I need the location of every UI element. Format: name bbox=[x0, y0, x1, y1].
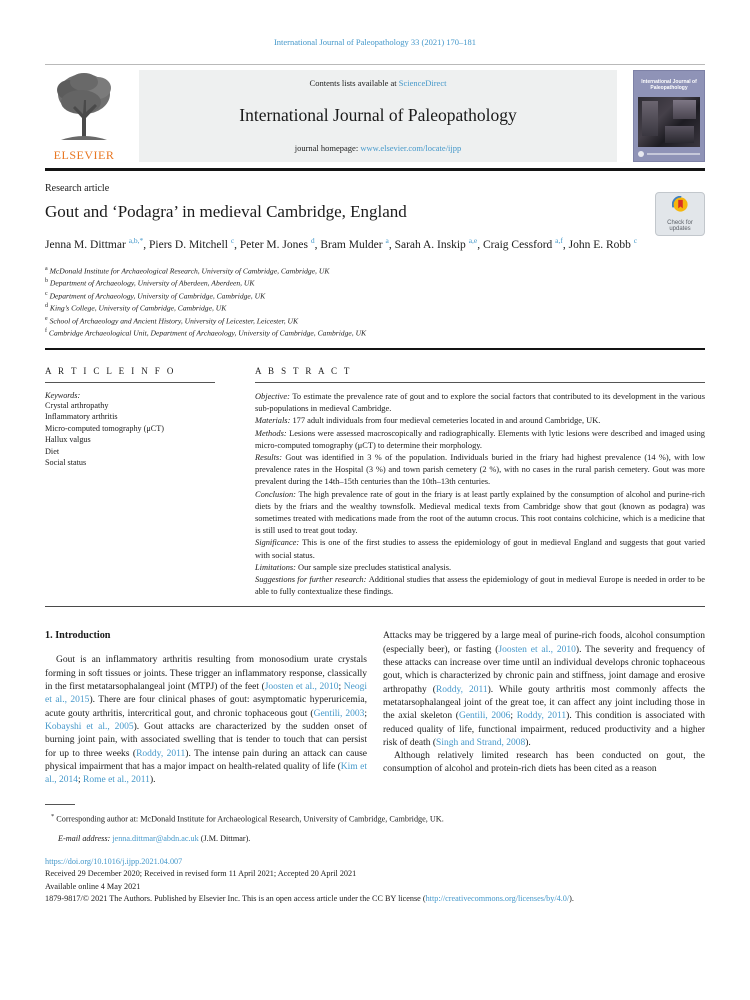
journal-title: International Journal of Paleopathology bbox=[239, 105, 517, 125]
author-name[interactable]: Sarah A. Inskip $^{a,e}$ bbox=[394, 236, 478, 251]
keyword-item: Hallux valgus bbox=[45, 435, 91, 445]
cover-title: International Journal of Paleopathology bbox=[641, 79, 697, 91]
available-online-line: Available online 4 May 2021 bbox=[45, 881, 141, 891]
section-heading-introduction: 1. Introduction bbox=[45, 630, 111, 642]
doi-link[interactable]: https://doi.org/10.1016/j.ijpp.2021.04.007 bbox=[45, 857, 183, 867]
citation-link[interactable]: Joosten et al., 2010 bbox=[264, 682, 339, 693]
abstract-entry: Significance: This is one of the first studies to assess the epidemiology of gout in medieval England and suggests that gout varied with social status. bbox=[255, 538, 706, 560]
author-name[interactable]: Jenna M. Dittmar $^{a,b,*}$ bbox=[45, 236, 144, 251]
article-info-header: A R T I C L E I N F O bbox=[45, 366, 176, 377]
copyright-line: 1879-9817/© 2021 The Authors. Published by Elsevier Inc. This is an open access article under the CC BY license (http://creativecommons.org/licenses/by/4.0/). bbox=[45, 894, 574, 904]
top-divider bbox=[45, 64, 705, 65]
author-name[interactable]: Peter M. Jones $^d$ bbox=[239, 236, 315, 251]
citation-link[interactable]: Singh and Strand, 2008 bbox=[436, 737, 526, 748]
citation-link[interactable]: Kobayshi et al., 2005 bbox=[45, 721, 134, 732]
citation-link[interactable]: Joosten et al., 2010 bbox=[498, 644, 576, 655]
keywords-list bbox=[45, 400, 215, 468]
footnote-block bbox=[45, 804, 705, 845]
article-info-column bbox=[45, 366, 215, 598]
journal-banner bbox=[45, 70, 705, 162]
citation-link[interactable]: Kim et al., 2014 bbox=[45, 761, 367, 786]
elsevier-tree-icon bbox=[51, 70, 117, 147]
abstract-entry: Suggestions for further research: Additional studies that assess the epidemiology of gout in medieval Europe is needed in order to be able to fully contextualize these findings. bbox=[255, 575, 705, 597]
abstract-bottom-rule bbox=[45, 606, 705, 607]
license-link[interactable]: http://creativecommons.org/licenses/by/4.0/ bbox=[425, 894, 570, 904]
affiliation-item: $^d$ King’s College, University of Cambridge, Cambridge, UK bbox=[45, 303, 227, 313]
affiliation-item: $^f$ Cambridge Archaeological Unit, Department of Archaeology, University of Cambridge, Cambridge, UK bbox=[45, 328, 367, 339]
article-info-rule bbox=[45, 382, 215, 383]
email-link[interactable]: jenna.dittmar@abdn.ac.uk bbox=[112, 833, 199, 843]
received-line: Received 29 December 2020; Received in revised form 11 April 2021; Accepted 20 April 2021 bbox=[45, 869, 357, 879]
abstract-body bbox=[255, 391, 705, 598]
affiliation-item: $^e$ School of Archaeology and Ancient History, University of Leicester, Leicester, UK bbox=[45, 315, 299, 326]
keyword-item: Social status bbox=[45, 458, 87, 468]
citation-link[interactable]: Neogi et al., 2015 bbox=[45, 682, 367, 706]
keyword-item: Inflammatory arthritis bbox=[45, 412, 118, 422]
abstract-entry: Methods: Lesions were assessed macroscopically and radiographically. Elements with lytic lesions were described and imaged using micro-computed tomography (μCT) to determine their morphology. bbox=[255, 428, 705, 450]
citation-link[interactable]: Rome et al., 2011 bbox=[83, 775, 150, 786]
author-name[interactable]: John E. Robb $^c$ bbox=[568, 236, 638, 251]
keyword-item: Crystal arthropathy bbox=[45, 401, 109, 411]
check-for-updates-label: Check for updates bbox=[667, 219, 693, 232]
header-rule bbox=[45, 168, 705, 171]
banner-center bbox=[139, 70, 617, 162]
abstract-entry: Materials: 177 adult individuals from four medieval cemeteries located in and around Cambridge, UK. bbox=[255, 416, 601, 426]
abstract-header: A B S T R A C T bbox=[255, 366, 352, 377]
footnote-rule bbox=[45, 804, 75, 805]
author-name[interactable]: Bram Mulder $^a$ bbox=[320, 236, 389, 251]
sciencedirect-link[interactable]: ScienceDirect bbox=[398, 78, 447, 88]
citation-link[interactable]: Roddy, 2011 bbox=[435, 684, 488, 695]
email-line: E-mail address: jenna.dittmar@abdn.ac.uk (J.M. Dittmar). bbox=[58, 833, 251, 843]
journal-homepage-link[interactable]: www.elsevier.com/locate/ijpp bbox=[360, 143, 462, 153]
abstract-rule bbox=[255, 382, 705, 383]
article-type-label: Research article bbox=[45, 183, 110, 194]
author-list: Jenna M. Dittmar $^{a,b,*}$, Piers D. Mitchell $^c$, Peter M. Jones $^d$, Bram Mulder $^a$, Sarah A. Inskip $^{a,e}$, Craig Cessford $^{a,f}$, John E. Robb $^c$ bbox=[45, 236, 638, 251]
journal-cover-thumbnail[interactable] bbox=[633, 70, 705, 162]
corresponding-author-note: * Corresponding author at: McDonald Institute for Archaeological Research, University of Cambridge, Cambridge, UK. bbox=[51, 813, 444, 825]
keyword-item: Diet bbox=[45, 446, 60, 456]
abstract-column bbox=[255, 366, 705, 598]
elsevier-logo-text: ELSEVIER bbox=[53, 148, 115, 162]
citation-link[interactable]: Gentili, 2006 bbox=[458, 711, 511, 722]
body-text bbox=[45, 630, 705, 787]
body-right-column bbox=[383, 630, 705, 787]
elsevier-logo[interactable] bbox=[45, 70, 123, 162]
author-name[interactable]: Piers D. Mitchell $^c$ bbox=[149, 236, 235, 251]
citation-header: International Journal of Paleopathology 33 (2021) 170–181 bbox=[273, 37, 477, 47]
keywords-label: Keywords: bbox=[45, 391, 81, 401]
affiliation-item: $^a$ McDonald Institute for Archaeological Research, University of Cambridge, Cambridge, UK bbox=[45, 265, 330, 276]
affiliation-item: $^c$ Department of Archaeology, University of Cambridge, Cambridge, UK bbox=[45, 290, 266, 301]
citation-link[interactable]: Roddy, 2011 bbox=[136, 748, 186, 759]
publication-info bbox=[45, 856, 705, 905]
body-left-column bbox=[45, 630, 367, 787]
abstract-entry: Results: Gout was identified in 3 % of the population. Individuals buried in the friary had highest prevalence (14 %), with low prevalence rates in the Hospital (3 %) and town parish cemetery (2 %), with no cases in the rural parish cemetery. Gout was more prevalent during the 14th–15th centuries than the 10th–13th centuries. bbox=[255, 453, 705, 487]
intro-paragraph-2: Attacks may be triggered by a large meal of purine-rich foods, alcohol consumption (especially beer), or fasting (Joosten et al., 2010). The severity and frequency of these attacks can increase over time until an individual develops chronic tophaceous gout, which is characterized by chronic pain and stiffness, joint damage and erosive arthropathy (Roddy, 2011). While gouty arthritis most commonly affects the metatarsophalangeal joint of the great toe, it can affect any joint including those in the axial skeleton (Gentili, 2006; Roddy, 2011). This condition is associated with reduced quality of life, functional impairment, reduced productivity and a higher risk of death (Singh and Strand, 2008). bbox=[383, 631, 706, 748]
author-name[interactable]: Craig Cessford $^{a,f}$ bbox=[482, 236, 563, 251]
title-block-rule bbox=[45, 348, 705, 350]
check-for-updates-badge[interactable] bbox=[655, 192, 705, 236]
citation-link[interactable]: Gentili, 2003 bbox=[313, 708, 365, 719]
contents-line: Contents lists available at ScienceDirect bbox=[309, 78, 447, 88]
keyword-item: Micro-computed tomography (μCT) bbox=[45, 423, 164, 433]
abstract-entry: Objective: To estimate the prevalence rate of gout and to explore the social factors that contributed to its development in the various sub-populations in medieval Cambridge. bbox=[255, 392, 705, 414]
affiliation-list bbox=[45, 264, 705, 339]
abstract-entry: Limitations: Our sample size precludes statistical analysis. bbox=[255, 562, 452, 572]
intro-paragraph-3: Although relatively limited research has been conducted on gout, the consumption of alcohol and protein-rich diets has been cited as a reason bbox=[383, 751, 705, 775]
homepage-line: journal homepage: www.elsevier.com/locate/ijpp bbox=[294, 143, 462, 153]
intro-paragraph-1: Gout is an inflammatory arthritis resulting from monosodium urate crystals forming in soft tissues or joints. These trigger an inflammatory response, classically in the first metatarsophalangeal joint (MTPJ) of the feet (Joosten et al., 2010; Neogi et al., 2015). There are four clinical phases of gout: asymptomatic hyperuricemia, acute gouty arthritis, intercritical gout, and chronic tophaceous gout (Gentili, 2003; Kobayshi et al., 2005). Gout attacks are characterized by the sudden onset of burning joint pain, with associated swelling that is tender to touch that can persist for up to three weeks (Roddy, 2011). The intense pain during an attack can cause physical impairment that has a major impact on health-related quality of life (Kim et al., 2014; Rome et al., 2011). bbox=[45, 655, 368, 786]
abstract-entry: Conclusion: The high prevalence rate of gout in the friary is at least partly explained by the consumption of alcohol and purine-rich diets by the friars and the wealthy townsfolk. Medieval medical texts from Cambridge show that gout (known as podagra) was sometimes treated with medications made from the root of the autumn crocus. This root contains colchicine, which is a medicine that is still used to treat gout today. bbox=[255, 489, 705, 536]
cover-artwork bbox=[638, 97, 700, 147]
affiliation-item: $^b$ Department of Archaeology, University of Aberdeen, Aberdeen, UK bbox=[45, 278, 255, 288]
citation-link[interactable]: Roddy, 2011 bbox=[516, 711, 567, 722]
check-for-updates-icon bbox=[672, 196, 689, 218]
cover-footer bbox=[638, 149, 700, 158]
article-title: Gout and ‘Podagra’ in medieval Cambridge, England bbox=[45, 202, 407, 221]
